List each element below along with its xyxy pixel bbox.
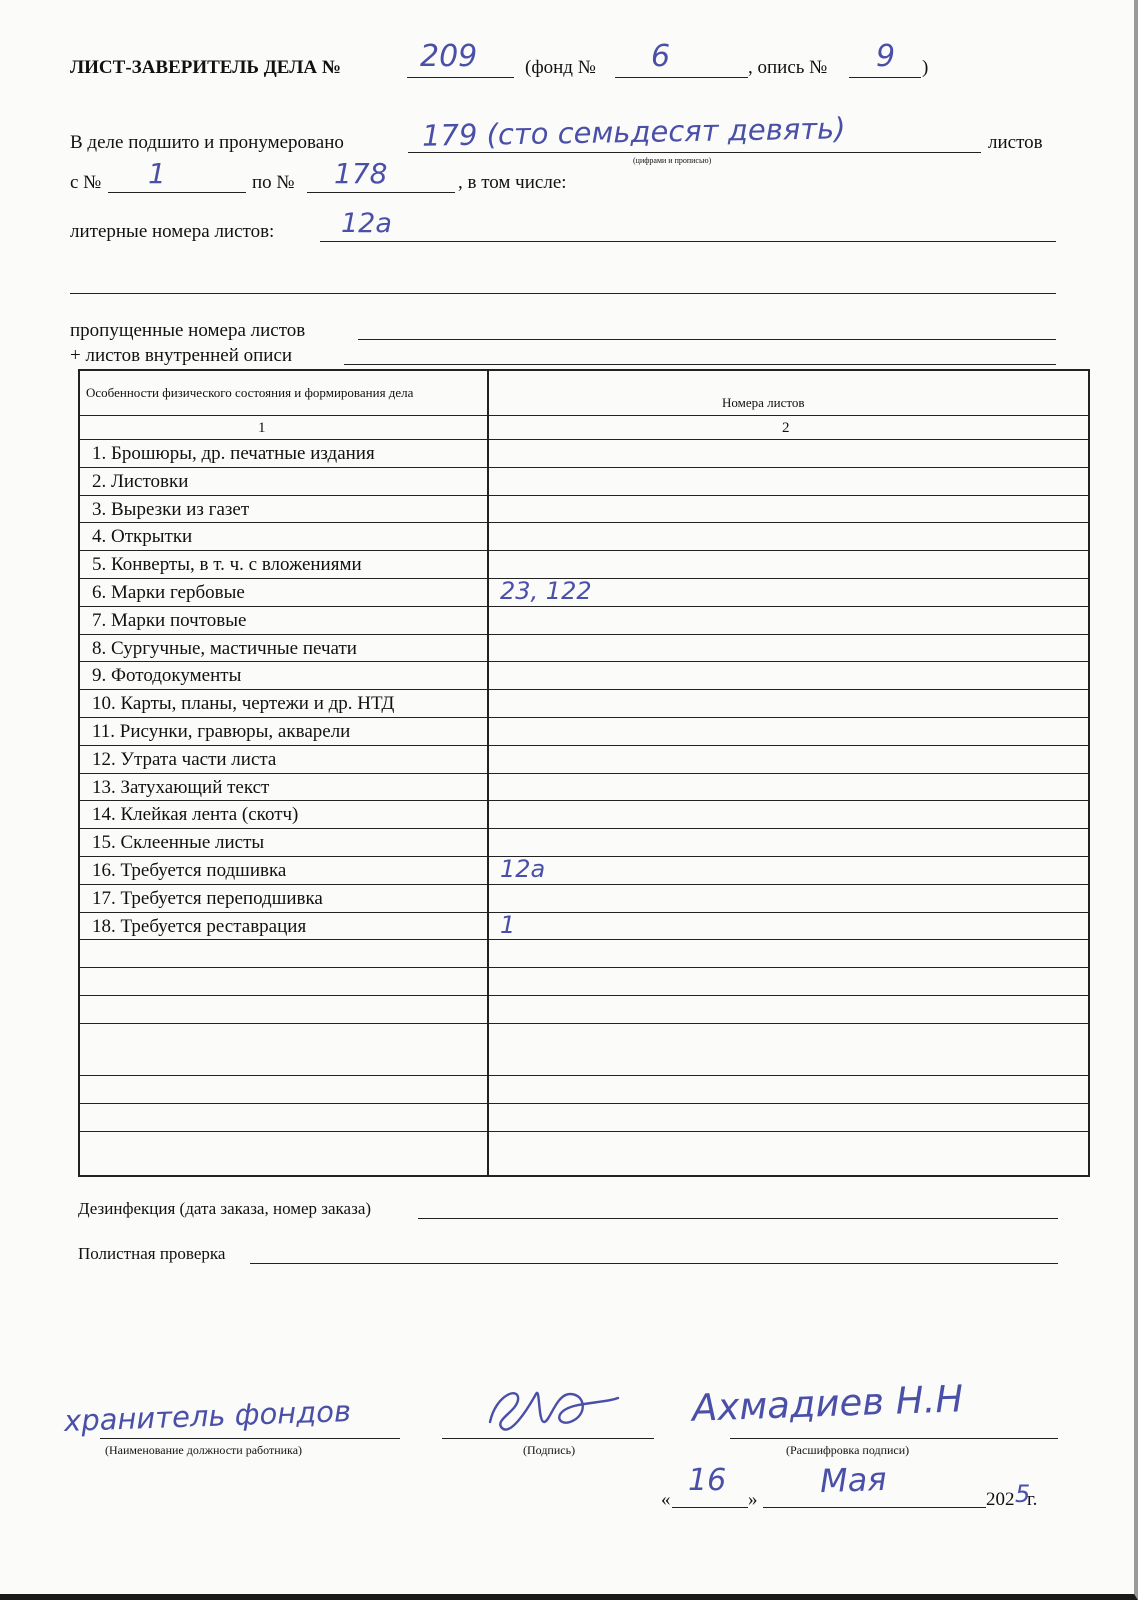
row-divider [80, 856, 1088, 857]
from-value: 1 [148, 157, 166, 190]
table-row-label: 3. Вырезки из газет [92, 498, 250, 520]
fond-number-value: 6 [651, 39, 671, 74]
row-divider [80, 717, 1088, 718]
table-row-label: 4. Открытки [92, 526, 193, 548]
header-divider [80, 415, 1088, 416]
page-check-label: Полистная проверка [78, 1244, 226, 1263]
column-2-number: 2 [782, 420, 790, 436]
row-divider [80, 495, 1088, 496]
table-row-value: 1 [500, 910, 516, 939]
signature-hint: (Подпись) [523, 1443, 576, 1457]
row-divider [80, 661, 1088, 662]
from-line [108, 192, 246, 193]
signature-line [442, 1438, 654, 1439]
blank-row-divider [80, 1103, 1088, 1104]
row-divider [80, 745, 1088, 746]
row-divider [80, 884, 1088, 885]
table-row-label: 12. Утрата части листа [92, 748, 277, 770]
table-row-label: 7. Марки почтовые [92, 609, 247, 631]
row-divider [80, 606, 1088, 607]
from-label: с № [70, 172, 102, 193]
blank-row-divider [80, 995, 1088, 996]
sewn-line [408, 152, 981, 153]
row-divider [80, 689, 1088, 690]
table-row-label: 17. Требуется переподшивка [92, 887, 323, 909]
decode-line [730, 1438, 1058, 1439]
date-close-quote: » [748, 1489, 758, 1510]
blank-row-divider [80, 967, 1088, 968]
date-month-value: Мая [819, 1459, 888, 1501]
inner-inventory-label: + листов внутренней описи [70, 345, 293, 366]
decode-hint: (Расшифровка подписи) [786, 1443, 910, 1457]
blank-row-divider [80, 939, 1088, 940]
column-1-number: 1 [258, 420, 266, 436]
opis-close-paren: ) [922, 57, 929, 78]
table-row-label: 9. Фотодокументы [92, 665, 242, 687]
table-row-label: 14. Клейкая лента (скотч) [92, 804, 299, 826]
blank-line [70, 293, 1056, 294]
to-line [307, 192, 455, 193]
to-label: по № [252, 172, 295, 193]
sheets-label: листов [988, 132, 1043, 153]
row-divider [80, 550, 1088, 551]
page-check-line [250, 1263, 1058, 1264]
table-row-label: 13. Затухающий текст [92, 776, 270, 798]
year-suffix: г. [1027, 1489, 1038, 1510]
to-value: 178 [334, 157, 388, 190]
row-divider [80, 467, 1088, 468]
table-row-label: 11. Рисунки, гравюры, акварели [92, 721, 351, 742]
missing-numbers-label: пропущенные номера листов [70, 320, 306, 341]
position-value: хранитель фондов [63, 1394, 352, 1439]
sewn-label: В деле подшито и пронумеровано [70, 132, 344, 153]
table-row-label: 2. Листовки [92, 470, 189, 492]
year-prefix: 202 [986, 1489, 1015, 1510]
position-hint: (Наименование должности работника) [105, 1443, 303, 1457]
row-divider [80, 439, 1088, 440]
including-label: , в том числе: [458, 172, 567, 193]
table-row-label: 15. Склеенные листы [92, 832, 265, 854]
handwritten-signature [478, 1372, 628, 1442]
date-open-quote: « [661, 1489, 671, 1510]
table-row-label: 6. Марки гербовые [92, 582, 245, 603]
row-divider [80, 800, 1088, 801]
inner-inventory-line [344, 364, 1056, 365]
year-digit: 5 [1015, 1480, 1031, 1508]
table-row-label: 16. Требуется подшивка [92, 860, 287, 881]
table-row-label: 5. Конверты, в т. ч. с вложениями [92, 554, 362, 576]
fond-number-line [615, 77, 748, 78]
blank-row-divider [80, 1023, 1088, 1024]
case-number-line [407, 77, 514, 78]
blank-row-divider [80, 1131, 1088, 1132]
fond-label: (фонд № [525, 57, 596, 78]
column-1-header: Особенности физического состояния и формирования дела [86, 385, 414, 400]
row-divider [80, 773, 1088, 774]
table-row-label: 18. Требуется реставрация [92, 915, 307, 937]
blank-row-divider [80, 1075, 1088, 1076]
table-row-value: 23, 122 [500, 577, 592, 605]
table-row-label: 8. Сургучные, мастичные печати [92, 637, 357, 659]
letter-numbers-line [320, 241, 1056, 242]
opis-label: , опись № [748, 57, 828, 78]
row-divider [80, 828, 1088, 829]
letter-numbers-label: литерные номера листов: [70, 221, 275, 242]
disinfection-line [418, 1218, 1058, 1219]
table-row-label: 1. Брошюры, др. печатные издания [92, 443, 375, 464]
signature-decode-value: Ахмадиев Н.Н [691, 1377, 964, 1430]
missing-numbers-line [358, 339, 1056, 340]
date-month-line [763, 1507, 986, 1508]
opis-number-value: 9 [876, 39, 896, 74]
opis-number-line [849, 77, 921, 78]
row-divider [80, 522, 1088, 523]
column-2-header: Номера листов [722, 395, 805, 410]
sewn-hint: (цифрами и прописью) [633, 156, 712, 165]
row-divider [80, 912, 1088, 913]
date-day-line [672, 1507, 748, 1508]
row-divider [80, 634, 1088, 635]
title-label: ЛИСТ-ЗАВЕРИТЕЛЬ ДЕЛА № [70, 57, 341, 78]
physical-state-table [78, 369, 1090, 1177]
sewn-value: 179 (сто семьдесят девять) [421, 111, 846, 153]
position-line [100, 1438, 400, 1439]
date-day-value: 16 [688, 1463, 727, 1498]
case-number-value: 209 [420, 39, 478, 74]
letter-numbers-value: 12а [341, 208, 392, 239]
table-row-value: 12а [500, 855, 546, 883]
disinfection-label: Дезинфекция (дата заказа, номер заказа) [78, 1199, 372, 1218]
table-row-label: 10. Карты, планы, чертежи и др. НТД [92, 693, 395, 715]
